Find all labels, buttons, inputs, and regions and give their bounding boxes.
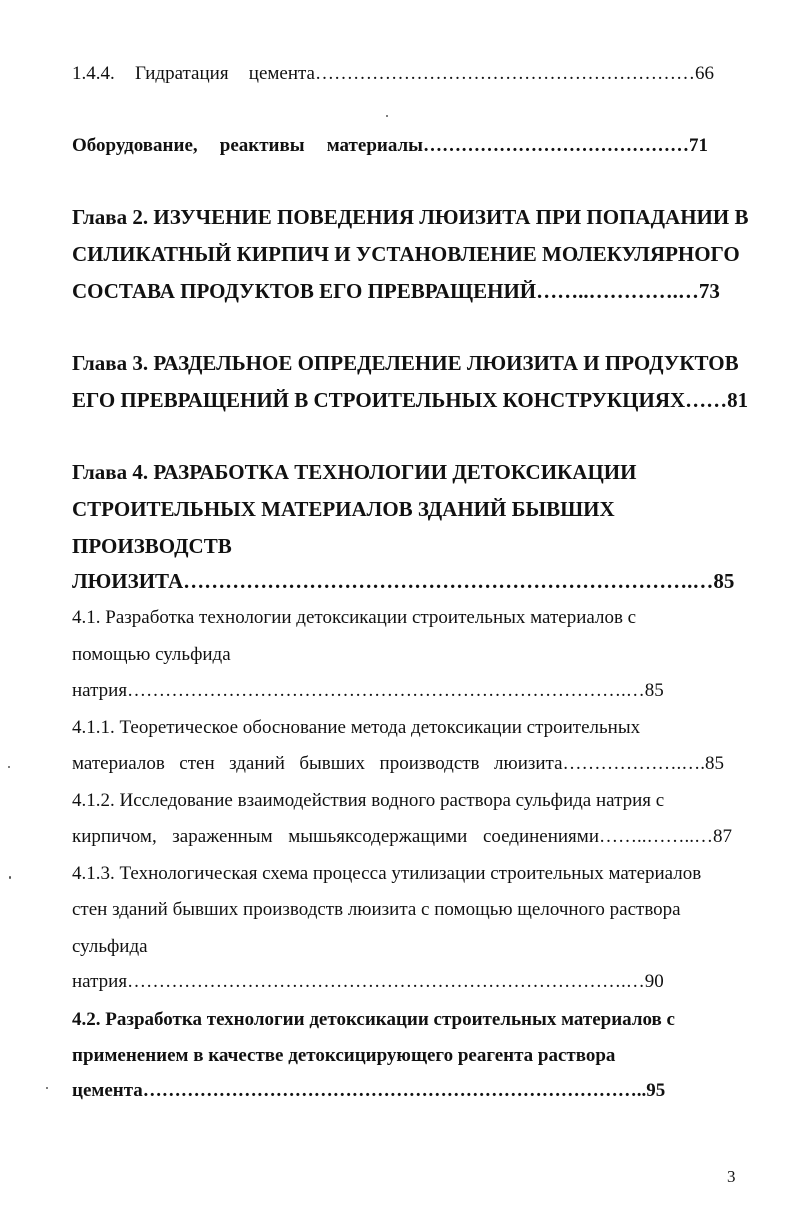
scan-speck <box>386 115 388 117</box>
toc-chapter-4-line-4: ЛЮИЗИТА……………………………………………………………….…85 <box>72 569 735 593</box>
toc-section-4-1-3-line-3: сульфида <box>72 936 148 957</box>
toc-section-4-1-3-line-4: натрия…………………………………………………………………….…90 <box>72 971 664 992</box>
toc-section-4-1-2-line-2: кирпичом, зараженным мышьяксодержащими соединениями……..……..…87 <box>72 826 732 847</box>
toc-chapter-4-line-2: СТРОИТЕЛЬНЫХ МАТЕРИАЛОВ ЗДАНИЙ БЫВШИХ <box>72 497 615 521</box>
toc-section-4-1-3-line-2: стен зданий бывших производств люизита с помощью щелочного раствора <box>72 899 681 920</box>
toc-chapter-4-line-1: Глава 4. РАЗРАБОТКА ТЕХНОЛОГИИ ДЕТОКСИКАЦИИ <box>72 460 637 484</box>
scan-speck <box>8 766 10 768</box>
scan-speck <box>46 1087 48 1089</box>
toc-chapter-4-line-3: ПРОИЗВОДСТВ <box>72 534 232 558</box>
toc-section-4-1-line-2: помощью сульфида <box>72 644 231 665</box>
scan-speck <box>9 876 11 879</box>
toc-entry-equipment: Оборудование, реактивы материалы……………………………………71 <box>72 135 708 156</box>
toc-section-4-2-line-2: применением в качестве детоксицирующего реагента раствора <box>72 1045 616 1066</box>
toc-chapter-2-line-3: СОСТАВА ПРОДУКТОВ ЕГО ПРЕВРАЩЕНИЙ……..………….…73 <box>72 279 720 303</box>
toc-chapter-2-line-2: СИЛИКАТНЫЙ КИРПИЧ И УСТАНОВЛЕНИЕ МОЛЕКУЛЯРНОГО <box>72 242 740 266</box>
toc-section-4-2-line-3: цемента……………………………………………………………………..95 <box>72 1080 666 1101</box>
toc-section-4-1-3-line-1: 4.1.3. Технологическая схема процесса утилизации строительных материалов <box>72 863 702 884</box>
toc-entry-1-4-4: 1.4.4. Гидратация цемента……………………………………………………66 <box>72 63 714 84</box>
toc-section-4-1-line-3: натрия…………………………………………………………………….…85 <box>72 680 664 701</box>
toc-section-4-1-1-line-2: материалов стен зданий бывших производств люизита……………….….85 <box>72 753 724 774</box>
toc-chapter-3-line-2: ЕГО ПРЕВРАЩЕНИЙ В СТРОИТЕЛЬНЫХ КОНСТРУКЦИЯХ……81 <box>72 388 749 412</box>
toc-chapter-3-line-1: Глава 3. РАЗДЕЛЬНОЕ ОПРЕДЕЛЕНИЕ ЛЮИЗИТА И ПРОДУКТОВ <box>72 351 739 375</box>
toc-section-4-1-line-1: 4.1. Разработка технологии детоксикации строительных материалов с <box>72 607 637 628</box>
toc-chapter-2-line-1: Глава 2. ИЗУЧЕНИЕ ПОВЕДЕНИЯ ЛЮИЗИТА ПРИ ПОПАДАНИИ В <box>72 205 749 229</box>
toc-section-4-1-2-line-1: 4.1.2. Исследование взаимодействия водного раствора сульфида натрия с <box>72 790 665 811</box>
toc-section-4-1-1-line-1: 4.1.1. Теоретическое обоснование метода детоксикации строительных <box>72 717 641 738</box>
toc-section-4-2-line-1: 4.2. Разработка технологии детоксикации строительных материалов с <box>72 1009 675 1030</box>
page-number: 3 <box>727 1167 736 1186</box>
